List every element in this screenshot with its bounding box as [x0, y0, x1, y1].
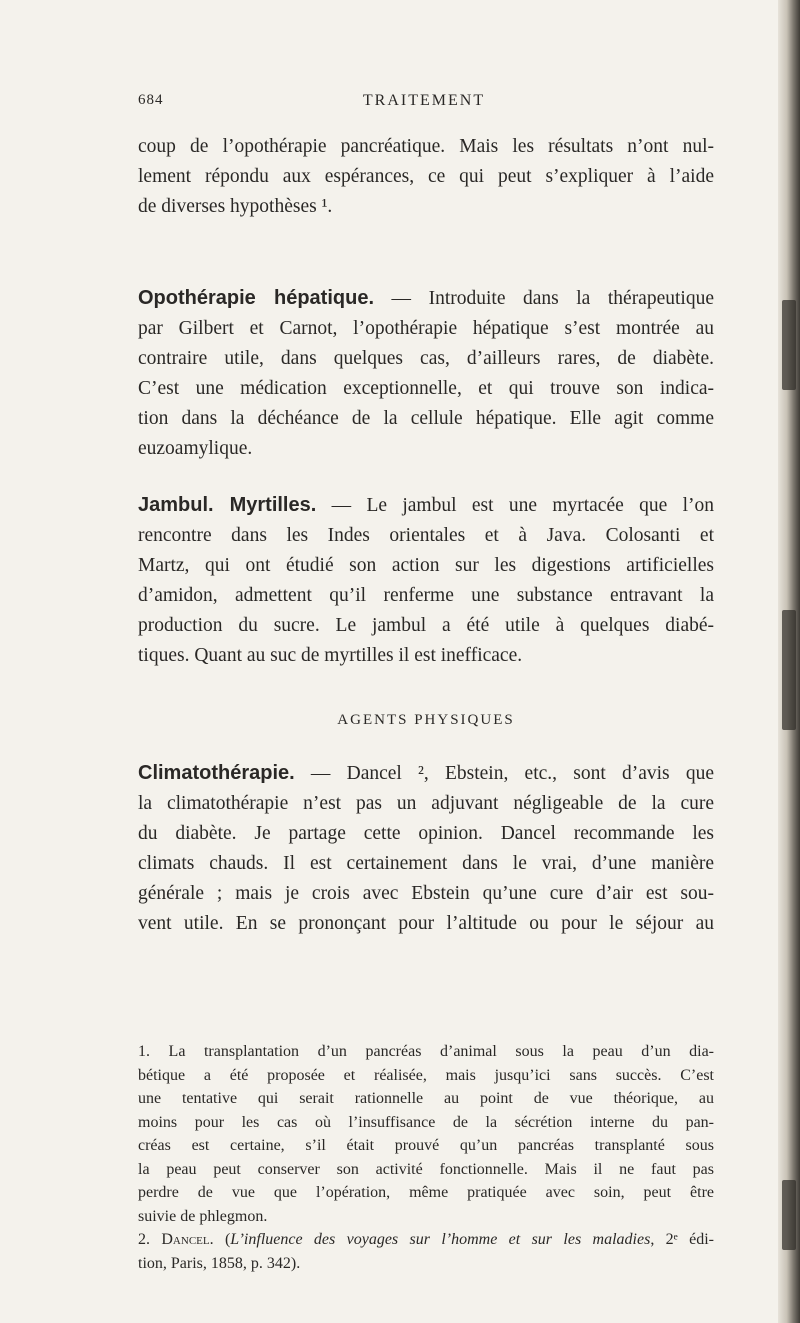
text-line: lement répondu aux espérances, ce qui peut s’expliquer à l’aide [138, 166, 714, 187]
page-number: 684 [138, 92, 164, 108]
text-line: tion dans la déchéance de la cellule hépatique. Elle agit comme [138, 408, 714, 429]
text-line: vent utile. En se prononçant pour l’altitude ou pour le séjour au [138, 913, 714, 934]
text-line: par Gilbert et Carnot, l’opothérapie hépatique s’est montrée au [138, 318, 714, 339]
scan-shadow [782, 610, 796, 730]
footnote-line: 1. La transplantation d’un pancréas d’animal sous la peau d’un dia- [138, 1043, 714, 1060]
footnote-book-title: L’influence des voyages sur l’homme et sur les maladies [230, 1231, 651, 1248]
text-line: Martz, qui ont étudié son action sur les digestions artificielles [138, 555, 714, 576]
footnote-number: 2. [138, 1231, 150, 1248]
paragraph-opotherapie-hepatique [138, 283, 714, 464]
footnote-1 [138, 1040, 714, 1228]
text-line: coup de l’opothérapie pancréatique. Mais les résultats n’ont nul- [138, 136, 714, 157]
page-header [138, 92, 710, 118]
text-line: C’est une médication exceptionnelle, et qui trouve son indica- [138, 378, 714, 399]
text-line: de diverses hypothèses ¹. [138, 196, 333, 217]
footnote-line: 2. Dancel. (L’influence des voyages sur l’homme et sur les maladies, 2ᵉ édi- [138, 1231, 715, 1248]
text-line: du diabète. Je partage cette opinion. Dancel recommande les [138, 823, 714, 844]
scan-shadow [782, 300, 796, 390]
text-line: rencontre dans les Indes orientales et à Java. Colosanti et [138, 525, 714, 546]
footnote-line: une tentative qui serait rationnelle au point de vue théorique, au [138, 1090, 714, 1107]
text-line: climats chauds. Il est certainement dans le vrai, d’une manière [138, 853, 714, 874]
paragraph-opotherapie-pancreatique [138, 132, 714, 222]
text-line: d’amidon, admettent qu’il renferme une substance entravant la [138, 585, 714, 606]
text-line: production du sucre. Le jambul a été utile à quelques diabé- [138, 615, 714, 636]
footnote-line: perdre de vue que l’opération, même pratiquée avec soin, peut être [138, 1184, 714, 1201]
text-line: contraire utile, dans quelques cas, d’ailleurs rares, de diabète. [138, 348, 714, 369]
text-segment: — Dancel ², Ebstein, etc., sont d’avis que [294, 763, 714, 784]
text-line: la climatothérapie n’est pas un adjuvant négligeable de la cure [138, 793, 714, 814]
text-segment: — Introduite dans la thérapeutique [374, 288, 714, 309]
paragraph-jambul-myrtilles [138, 490, 714, 671]
paragraph-heading: Climatothérapie. [138, 762, 295, 784]
footnote-text: , 2ᵉ édi- [650, 1231, 715, 1248]
text-line: générale ; mais je crois avec Ebstein qu’une cure d’air est sou- [138, 883, 714, 904]
footnote-author: Dancel [161, 1231, 210, 1248]
text-line [138, 283, 714, 314]
section-title: AGENTS PHYSIQUES [337, 712, 515, 728]
text-line: tiques. Quant au suc de myrtilles il est inefficace. [138, 645, 523, 666]
text-segment: — Le jambul est une myrtacée que l’on [316, 495, 714, 516]
paragraph-climatotherapie [138, 758, 714, 939]
paragraph-heading: Opothérapie hépatique. [138, 287, 375, 309]
text-line [138, 758, 714, 789]
scan-shadow [782, 1180, 796, 1250]
footnote-line: bétique a été proposée et réalisée, mais jusqu’ici sans succès. C’est [138, 1066, 714, 1084]
text-line: euzoamylique. [138, 438, 253, 459]
footnote-line: la peau peut conserver son activité fonctionnelle. Mais il ne faut pas [138, 1160, 714, 1178]
paragraph-heading: Jambul. Myrtilles. [138, 494, 317, 516]
running-title: TRAITEMENT [362, 92, 486, 109]
footnote-2 [138, 1228, 714, 1275]
footnote-line: suivie de phlegmon. [138, 1207, 268, 1225]
footnotes [138, 1040, 714, 1275]
text-line [138, 490, 714, 521]
footnote-line: créas est certaine, s’il était prouvé qu’un pancréas transplanté sous [138, 1137, 714, 1154]
footnote-line: tion, Paris, 1858, p. 342). [138, 1254, 301, 1272]
footnote-line: moins pour les cas où l’insuffisance de la sécrétion interne du pan- [138, 1113, 714, 1131]
